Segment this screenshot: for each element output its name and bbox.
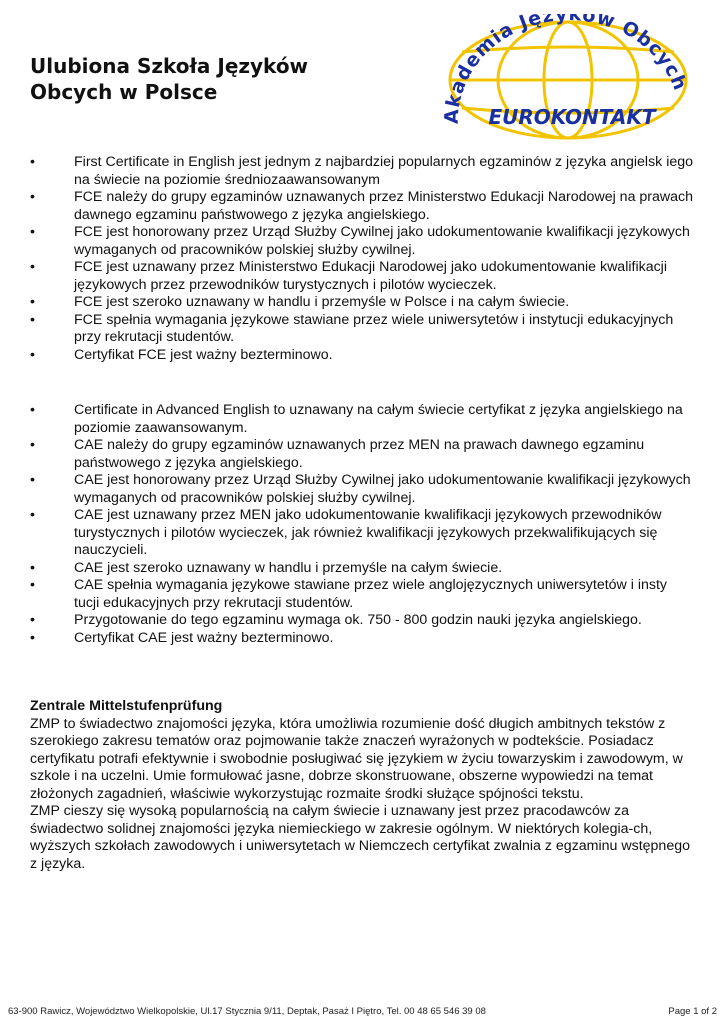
bullet-icon: • [30, 259, 35, 275]
bullet-icon: • [30, 507, 35, 523]
list-item [30, 402, 695, 437]
list-item-text: FCE jest uznawany przez Ministerstwo Edukacji Narodowej jako udokumentowanie kwalifikacji językowych przez przewodników turystycznych i pilotów wycieczek. [74, 259, 667, 293]
bullet-icon: • [30, 224, 35, 240]
zmp-paragraph-2: ZMP cieszy się wysoką popularnością na całym świecie i uznawany jest przez pracodawców za świadectwo solidnej znajomości języka niemieckiego w zakresie ogólnym. W niektórych kolegia-ch, wyższych szkołach zawodowych i uniwersytetach w Niemczech certyfikat zwalnia z egzaminu wstępnego z języka. [30, 803, 690, 872]
list-item [30, 189, 695, 224]
list-item-text: CAE spełnia wymagania językowe stawiane przez wiele anglojęzycznych uniwersytetów i insty tucji edukacyjnych przy rekrutacji studentów. [74, 577, 667, 611]
bullet-icon: • [30, 629, 35, 646]
list-item-text: Certificate in Advanced English to uznawany na całym świecie certyfikat z języka angielskiego na poziomie zaawansowanym. [74, 402, 683, 436]
list-item [30, 154, 695, 189]
list-item [30, 347, 695, 365]
title-line-2: Obcych w Polsce [30, 80, 218, 104]
list-item [30, 560, 695, 578]
list-item [30, 312, 695, 347]
bullet-icon: • [30, 612, 35, 628]
list-item [30, 294, 695, 312]
list-item-text: CAE należy do grupy egzaminów uznawanych przez MEN na prawach dawnego egzaminu państwowego z języka angielskiego. [74, 437, 645, 471]
bullet-icon: • [30, 311, 35, 328]
fce-list [30, 154, 695, 364]
bullet-icon: • [30, 346, 35, 363]
globe-logo-icon [430, 14, 692, 142]
bullet-icon: • [30, 472, 35, 488]
list-item-text: CAE jest honorowany przez Urząd Służby Cywilnej jako udokumentowanie kwalifikacji językowych wymaganych od pracowników polskiej służby cywilnej. [74, 472, 691, 506]
list-item [30, 577, 695, 612]
list-item [30, 259, 695, 294]
bullet-icon: • [30, 402, 35, 418]
zmp-paragraph-1: ZMP to świadectwo znajomości języka, która umożliwia rozumienie dość długich ambitnych tekstów z szerokiego zakresu tematów oraz pojmowanie także znaczeń wyrażonych w podtekście. Posiadacz certyfikatu potrafi efektywnie i swobodnie posługiwać się językiem w życiu towarzyskim i zawodowym, w szkole i na uczelni. Umie formułować jasne, dobrze skonstruowane, obszerne wypowiedzi na temat złożonych zagadnień, właściwie wykorzystując rozmaite środki służące spójności tekstu. [30, 715, 683, 802]
zmp-heading: Zentrale Mittelstufenprüfung [30, 698, 223, 714]
bullet-icon: • [30, 154, 35, 170]
list-item [30, 507, 695, 560]
bullet-icon: • [30, 294, 35, 310]
list-item-text: First Certificate in English jest jednym z najbardziej popularnych egzaminów z języka angielsk iego na świecie na poziomie średniozaawansowanym [74, 154, 694, 188]
title-line-1: Ulubiona Szkoła Języków [30, 54, 309, 78]
logo-arc-text: Akademia Języków Obcych [440, 14, 692, 125]
bullet-icon: • [30, 559, 35, 576]
bullet-icon: • [30, 577, 35, 593]
cae-list [30, 402, 695, 647]
bullet-icon: • [30, 437, 35, 453]
list-item-text: FCE jest honorowany przez Urząd Służby Cywilnej jako udokumentowanie kwalifikacji językowych wymaganych od pracowników polskiej służby cywilnej. [74, 224, 690, 258]
logo-brand-text: EUROKONTAKT [488, 105, 656, 129]
list-item-text: FCE należy do grupy egzaminów uznawanych przez Ministerstwo Edukacji Narodowej na prawach dawnego egzaminu państwowego z języka angielskiego. [74, 189, 694, 223]
list-item [30, 224, 695, 259]
list-item-text: Przygotowanie do tego egzaminu wymaga ok. 750 - 800 godzin nauki języka angielskiego. [74, 612, 642, 628]
list-item-text: CAE jest uznawany przez MEN jako udokumentowanie kwalifikacji językowych przewodników turystycznych i pilotów wycieczek, jak również kwalifikacji językowych przekwalifikujących się nauczycieli. [74, 507, 662, 558]
list-item-text: CAE jest szeroko uznawany w handlu i przemyśle na całym świecie. [74, 559, 503, 576]
footer-address: 63-900 Rawicz, Województwo Wielkopolskie, Ul.17 Stycznia 9/11, Deptak, Pasaż I Piętro, Tel. 00 48 65 546 39 08 [8, 1006, 486, 1017]
page-number: Page 1 of 2 [668, 1006, 717, 1017]
list-item [30, 612, 695, 630]
list-item [30, 630, 695, 648]
list-item [30, 437, 695, 472]
list-item [30, 472, 695, 507]
list-item-text: Certyfikat FCE jest ważny bezterminowo. [74, 346, 333, 363]
eurokontakt-logo [430, 14, 692, 142]
page-title [30, 53, 410, 105]
page-footer [8, 1006, 717, 1017]
list-item-text: Certyfikat CAE jest ważny bezterminowo. [74, 629, 334, 646]
list-item-text: FCE spełnia wymagania językowe stawiane przez wiele uniwersytetów i instytucji edukacyjnych przy rekrutacji studentów. [74, 311, 674, 345]
zmp-section [30, 698, 695, 873]
list-item-text: FCE jest szeroko uznawany w handlu i przemyśle w Polsce i na całym świecie. [74, 294, 570, 310]
bullet-icon: • [30, 189, 35, 205]
